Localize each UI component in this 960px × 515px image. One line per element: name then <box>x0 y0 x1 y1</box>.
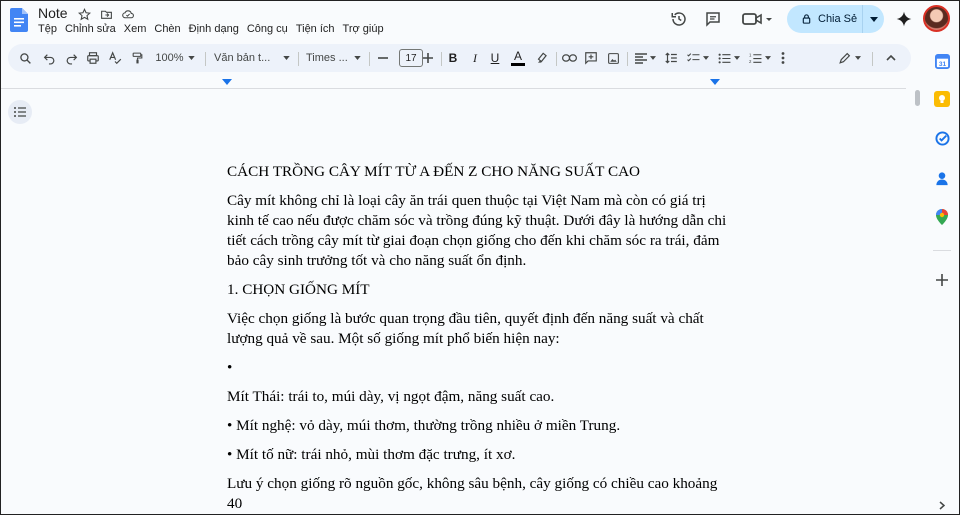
paragraph: Việc chọn giống là bước quan trọng đầu tiên, quyết định đến năng suất và chất lượng quả về sau. Một số giống mít phổ biến hiện nay: <box>227 310 704 347</box>
cloud-saved-icon[interactable] <box>121 7 135 21</box>
print-icon[interactable] <box>84 44 102 72</box>
left-indent-marker[interactable] <box>222 79 232 85</box>
chevron-down-icon <box>650 56 656 60</box>
font-value: Times ... <box>306 52 348 64</box>
chevron-down-icon <box>765 56 771 60</box>
chevron-down-icon <box>354 56 361 60</box>
spellcheck-icon[interactable] <box>106 44 124 72</box>
menu-edit[interactable]: Chỉnh sửa <box>64 23 116 35</box>
insert-link-icon[interactable] <box>560 44 578 72</box>
title-bar <box>1 1 960 41</box>
vertical-scrollbar[interactable] <box>915 90 920 106</box>
chevron-down-icon <box>703 56 709 60</box>
docs-logo-icon[interactable] <box>10 8 28 32</box>
decrease-font-size-icon[interactable] <box>375 44 391 72</box>
expand-side-panel-chevron-icon[interactable] <box>934 497 950 513</box>
chevron-down-icon <box>855 56 861 60</box>
paragraph-style-value: Văn bản t... <box>214 52 271 64</box>
menu-format[interactable]: Định dạng <box>188 23 239 35</box>
paragraph: Cây mít không chỉ là loại cây ăn trái quen thuộc tại Việt Nam mà còn có giá trị kinh tế cao nếu được chăm sóc và trồng đúng kỹ thuật. Dưới đây là hướng dẫn chi tiết cách trồng cây mít từ giai đoạn chọn giống cho đến khi chăm sóc ra trái, đảm bảo cây sinh trưởng tốt và cho năng suất ổn định. <box>227 192 727 269</box>
paragraph: Mít Thái: trái to, múi dày, vị ngọt đậm, năng suất cao. <box>227 388 555 405</box>
svg-text:2: 2 <box>749 58 752 64</box>
list-item: • Mít tố nữ: trái nhỏ, mùi thơm đặc trưng, ít xơ. <box>227 446 516 463</box>
share-button[interactable] <box>787 5 884 33</box>
paint-format-icon[interactable] <box>128 44 146 72</box>
menu-file[interactable]: Tệp <box>38 23 57 35</box>
move-folder-icon[interactable] <box>99 7 113 21</box>
side-panel-rail <box>931 45 953 515</box>
align-left-icon <box>635 53 647 64</box>
document-heading: CÁCH TRỒNG CÂY MÍT TỪ A ĐẾN Z CHO NĂNG SUẤT CAO <box>227 163 641 180</box>
menu-view[interactable]: Xem <box>123 23 147 35</box>
lock-icon <box>801 13 812 25</box>
bullet-empty: • <box>227 359 233 376</box>
gemini-sparkle-icon[interactable] <box>893 8 915 30</box>
comments-icon[interactable] <box>702 8 724 30</box>
document-canvas <box>1 90 906 515</box>
document-title[interactable]: Note <box>38 5 68 21</box>
redo-icon[interactable] <box>62 44 80 72</box>
keep-icon[interactable] <box>934 91 950 107</box>
highlight-color-icon[interactable] <box>533 44 551 72</box>
svg-text:1: 1 <box>749 52 752 58</box>
paragraph: Lưu ý chọn giống rõ nguồn gốc, không sâu bệnh, cây giống có chiều cao khoảng 40 <box>227 475 718 512</box>
meet-icon[interactable] <box>741 8 775 30</box>
insert-image-icon[interactable] <box>604 44 622 72</box>
menu-insert[interactable]: Chèn <box>154 23 181 35</box>
document-body[interactable] <box>227 162 727 515</box>
more-options-icon[interactable] <box>776 44 790 72</box>
add-comment-icon[interactable] <box>582 44 600 72</box>
menu-extensions[interactable]: Tiện ích <box>295 23 335 35</box>
menu-help[interactable]: Trợ giúp <box>342 23 384 35</box>
zoom-value: 100% <box>155 52 184 64</box>
section-heading: 1. CHỌN GIỐNG MÍT <box>227 281 370 298</box>
hide-menus-chevron-up-icon[interactable] <box>882 44 900 72</box>
bold-icon[interactable]: B <box>448 51 458 65</box>
checklist-icon <box>687 52 700 64</box>
bulleted-list-select[interactable] <box>715 44 743 72</box>
editing-mode-select[interactable] <box>834 44 864 72</box>
underline-icon[interactable]: U <box>490 51 500 65</box>
font-select[interactable] <box>306 44 361 72</box>
undo-icon[interactable] <box>40 44 58 72</box>
document-outline-button[interactable] <box>8 100 32 124</box>
version-history-icon[interactable] <box>668 8 690 30</box>
menu-bar <box>38 23 384 35</box>
chevron-down-icon <box>734 56 740 60</box>
maps-icon[interactable] <box>934 209 950 225</box>
get-add-ons-plus-icon[interactable] <box>934 272 950 288</box>
chevron-down-icon <box>283 56 290 60</box>
zoom-select[interactable] <box>151 44 199 72</box>
paragraph-style-select[interactable] <box>214 44 290 72</box>
calendar-icon[interactable] <box>934 53 950 69</box>
chevron-down-icon <box>188 56 195 60</box>
numbered-list-icon <box>749 52 762 64</box>
search-menus-icon[interactable] <box>16 44 34 72</box>
right-indent-marker[interactable] <box>710 79 720 85</box>
tasks-icon[interactable] <box>934 130 950 146</box>
contacts-icon[interactable] <box>934 170 950 186</box>
bulleted-list-icon <box>718 53 731 64</box>
menu-tools[interactable]: Công cụ <box>246 23 288 35</box>
line-spacing-icon[interactable] <box>662 44 680 72</box>
numbered-list-select[interactable] <box>746 44 774 72</box>
align-select[interactable] <box>632 44 658 72</box>
checklist-select[interactable] <box>684 44 712 72</box>
svg-text:31: 31 <box>938 60 946 68</box>
increase-font-size-icon[interactable] <box>420 44 436 72</box>
share-options-chevron-icon[interactable] <box>863 17 884 22</box>
font-size-input[interactable]: 17 <box>399 49 423 67</box>
main-toolbar <box>8 44 911 72</box>
share-label: Chia Sẻ <box>818 13 858 25</box>
text-color-icon[interactable]: A <box>509 44 527 72</box>
user-avatar[interactable] <box>923 5 950 32</box>
outline-list-icon <box>14 107 26 117</box>
ruler <box>1 77 906 89</box>
list-item: • Mít nghệ: vỏ dày, múi thơm, thường trồng nhiều ở miền Trung. <box>227 417 621 434</box>
italic-icon[interactable]: I <box>473 50 477 65</box>
pencil-icon <box>838 52 851 65</box>
star-icon[interactable] <box>77 7 91 21</box>
